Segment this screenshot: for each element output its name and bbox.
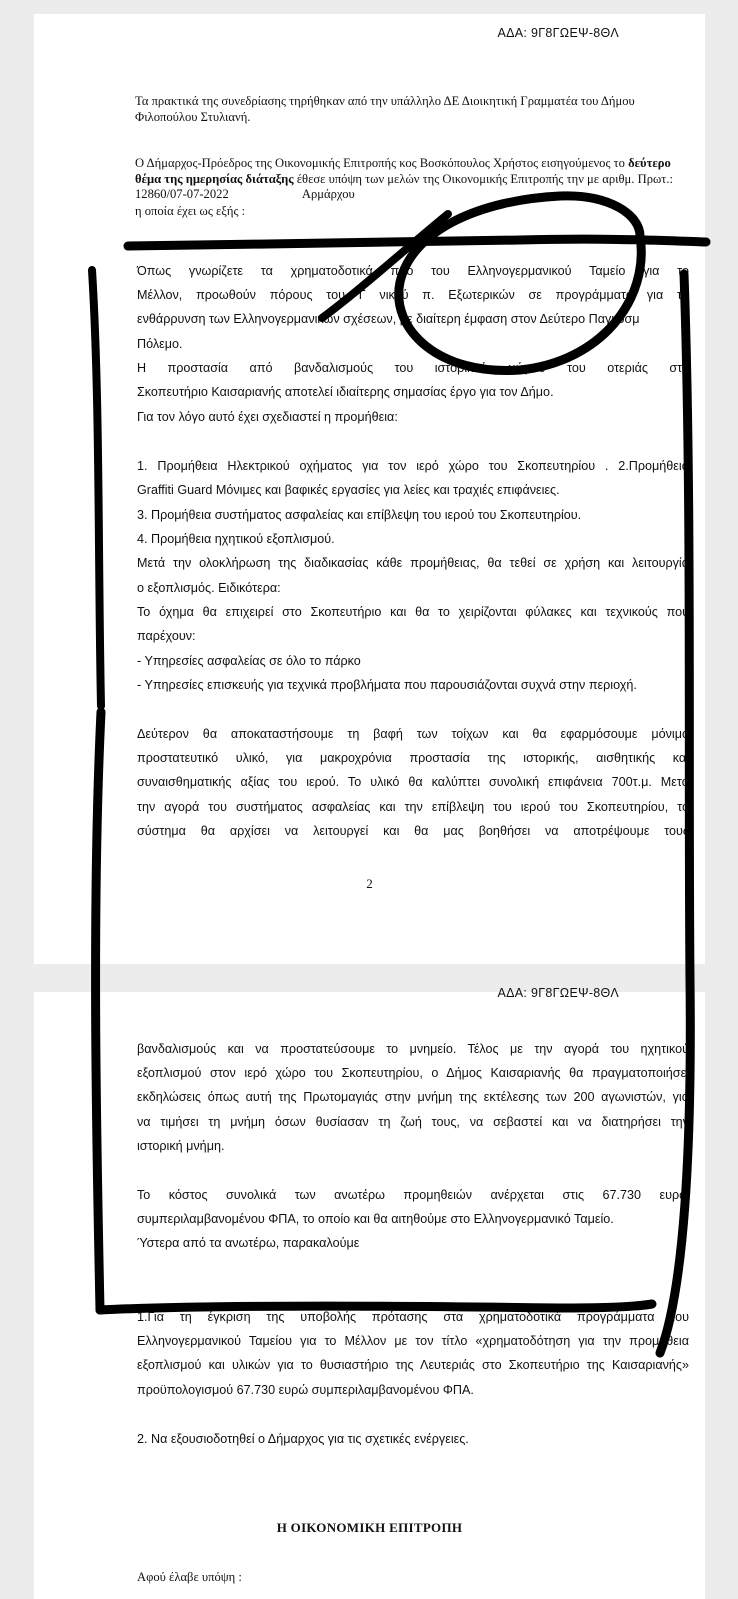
agenda-item-bold: δεύτερο θέμα της ημερησίας διάταξης xyxy=(135,156,671,186)
minutes-intro-paragraph: Τα πρακτικά της συνεδρίασης τηρήθηκαν από την υπάλληλο ΔΕ Διοικητική Γραμματέα του Δήμου Φιλοπούλου Στυλιανή. xyxy=(135,94,635,124)
cost-line: συμπεριλαμβανομένου ΦΠΑ, το οποίο και θα αιτηθούμε στο Ελληνογερμανικό Ταμείο. xyxy=(137,1212,614,1226)
body-line: παρέχουν: xyxy=(137,629,196,643)
bullet-line: - Υπηρεσίες επισκευής για τεχνικά προβλήματα που παρουσιάζονται συχνά στην περιοχή. xyxy=(137,678,637,692)
list-line: 1. Προμήθεια Ηλεκτρικού οχήματος για τον ιερό χώρο του Σκοπευτηρίου . 2.Προμήθεια xyxy=(137,459,689,473)
body-line: ο εξοπλισμός. Ειδικότερα: xyxy=(137,581,281,595)
body-line: Μέλλον, προωθούν πόρους του Γ νικού π. Εξωτερικών σε προγράμματα για τη xyxy=(137,288,689,302)
list-line: 4. Προμήθεια ηχητικού εξοπλισμού. xyxy=(137,532,335,546)
body-line: εξοπλισμού στον ιερό χώρο του Σκοπευτηρίου, ο Δήμος Καισαριανής θα πραγματοποιήσει xyxy=(137,1066,689,1080)
body-line: Μετά την ολοκλήρωση της διαδικασίας κάθε προμήθειας, θα τεθεί σε χρήση και λειτουργία xyxy=(137,556,689,570)
page-number: 2 xyxy=(366,876,373,891)
body-line: Το όχημα θα επιχειρεί στο Σκοπευτήριο και θα το χειρίζονται φύλακες και τεχνικούς που xyxy=(137,605,689,619)
body-line: να τιμήσει τη μνήμη όσων θυσίασαν τη ζωή τους, να σεβαστεί και να διατηρήσει την xyxy=(137,1115,689,1129)
ada-code: ΑΔΑ: 9Γ8ΓΩΕΨ-8ΘΛ xyxy=(497,986,619,1000)
proposal-line: εξοπλισμού και υλικών για το θυσιαστήριο της Λευτεριάς στο Σκοπευτήριο της Καισαριανής» xyxy=(137,1358,689,1372)
body-line: βανδαλισμούς και να προστατεύσουμε το μνημείο. Τέλος με την αγορά του ηχητικού xyxy=(137,1042,689,1056)
cost-line: Το κόστος συνολικά των ανωτέρω προμηθειών ανέρχεται στις 67.730 ευρώ xyxy=(137,1188,689,1202)
body-line: συναισθηματικής αξίας του ιερού. Το υλικό θα καλύπτει συνολική επιφάνεια 700τ.μ. Μετά xyxy=(137,775,689,789)
body-line: Η προστασία από βανδαλισμούς του ιστορικού χώρου του οτεριάς στο xyxy=(137,361,689,375)
body-line: ενθάρρυνση των Ελληνογερμανικών σχέσεων, με διαίτερη έμφαση στον Δεύτερο Παγκόσμ xyxy=(137,312,640,326)
bullet-line: - Υπηρεσίες ασφαλείας σε όλο το πάρκο xyxy=(137,654,361,668)
mayor-paragraph-last-line: η οποία έχει ως εξής : xyxy=(135,204,246,218)
body-line: την αγορά του συστήματος ασφαλείας και την επίβλεψη του ιερού του Σκοπευτηρίου, το xyxy=(137,800,689,814)
mayor-paragraph-text-2: έθεσε υπόψη των μελών της Οικονομικής Επιτροπής την με αριθμ. Πρωτ.: 12860/07-07-2022 xyxy=(135,171,673,201)
authorization-line: 2. Να εξουσιοδοτηθεί ο Δήμαρχος για τις σχετικές ενέργειες. xyxy=(137,1432,469,1446)
body-line: ιστορική μνήμη. xyxy=(137,1139,225,1153)
body-line: Σκοπευτήριο Καισαριανής αποτελεί ιδιαίτερης σημασίας έργο για τον Δήμο. xyxy=(137,385,554,399)
mayor-paragraph-tail: Αρμάρχου xyxy=(301,187,355,201)
request-line: Ύστερα από τα ανωτέρω, παρακαλούμε xyxy=(137,1236,360,1250)
list-line: 3. Προμήθεια συστήματος ασφαλείας και επίβλεψη του ιερού του Σκοπευτηρίου. xyxy=(137,508,582,522)
body-line: προστατευτικό υλικό, για μακροχρόνια προστασία της ιστορικής, αισθητικής και xyxy=(137,751,689,765)
body-line: Όπως γνωρίζετε τα χρηματοδοτικά προ του Ελληνογερμανικού Ταμείο για το xyxy=(137,264,689,278)
body-line: Πόλεμο. xyxy=(137,337,183,351)
proposal-line: Ελληνογερμανικού Ταμείου για το Μέλλον με τον τίτλο «χρηματοδότηση για την προμήθεια xyxy=(137,1334,689,1348)
committee-heading: Η ΟΙΚΟΝΟΜΙΚΗ ΕΠΙΤΡΟΠΗ xyxy=(276,1520,463,1535)
proposal-line: προϋπολογισμού 67.730 ευρώ συμπεριλαμβανομένου ΦΠΑ. xyxy=(137,1383,474,1397)
list-line: Graffiti Guard Μόνιμες και βαφικές εργασίες για λείες και τραχιές επιφάνειες. xyxy=(137,483,560,497)
document-page-2 xyxy=(34,986,705,1599)
ada-code: ΑΔΑ: 9Γ8ΓΩΕΨ-8ΘΛ xyxy=(497,26,619,40)
body-line: Δεύτερον θα αποκαταστήσουμε τη βαφή των τοίχων και θα εφαρμόσουμε μόνιμο xyxy=(137,727,689,741)
cutoff-line: Αφού έλαβε υπόψη : xyxy=(137,1570,242,1584)
mayor-paragraph-text: Ο Δήμαρχος-Πρόεδρος της Οικονομικής Επιτροπής κος Βοσκόπουλος Χρήστος εισηγούμενος το xyxy=(135,156,629,170)
body-line: εκδηλώσεις όπως αυτή της Πρωτομαγιάς στην μνήμη της εκτέλεσης των 200 αγωνιστών, για xyxy=(137,1090,689,1104)
body-line: σύστημα θα αρχίσει να λειτουργεί και θα μας βοηθήσει να αποτρέψουμε τους xyxy=(137,824,689,838)
mayor-paragraph xyxy=(135,156,689,203)
document-page-1 xyxy=(34,14,705,964)
proposal-line: 1.Για τη έγκριση της υποβολής πρότασης στα χρηματοδοτικά προγράμματα του xyxy=(137,1310,689,1324)
body-line: Για τον λόγο αυτό έχει σχεδιαστεί η προμήθεια: xyxy=(137,410,398,424)
